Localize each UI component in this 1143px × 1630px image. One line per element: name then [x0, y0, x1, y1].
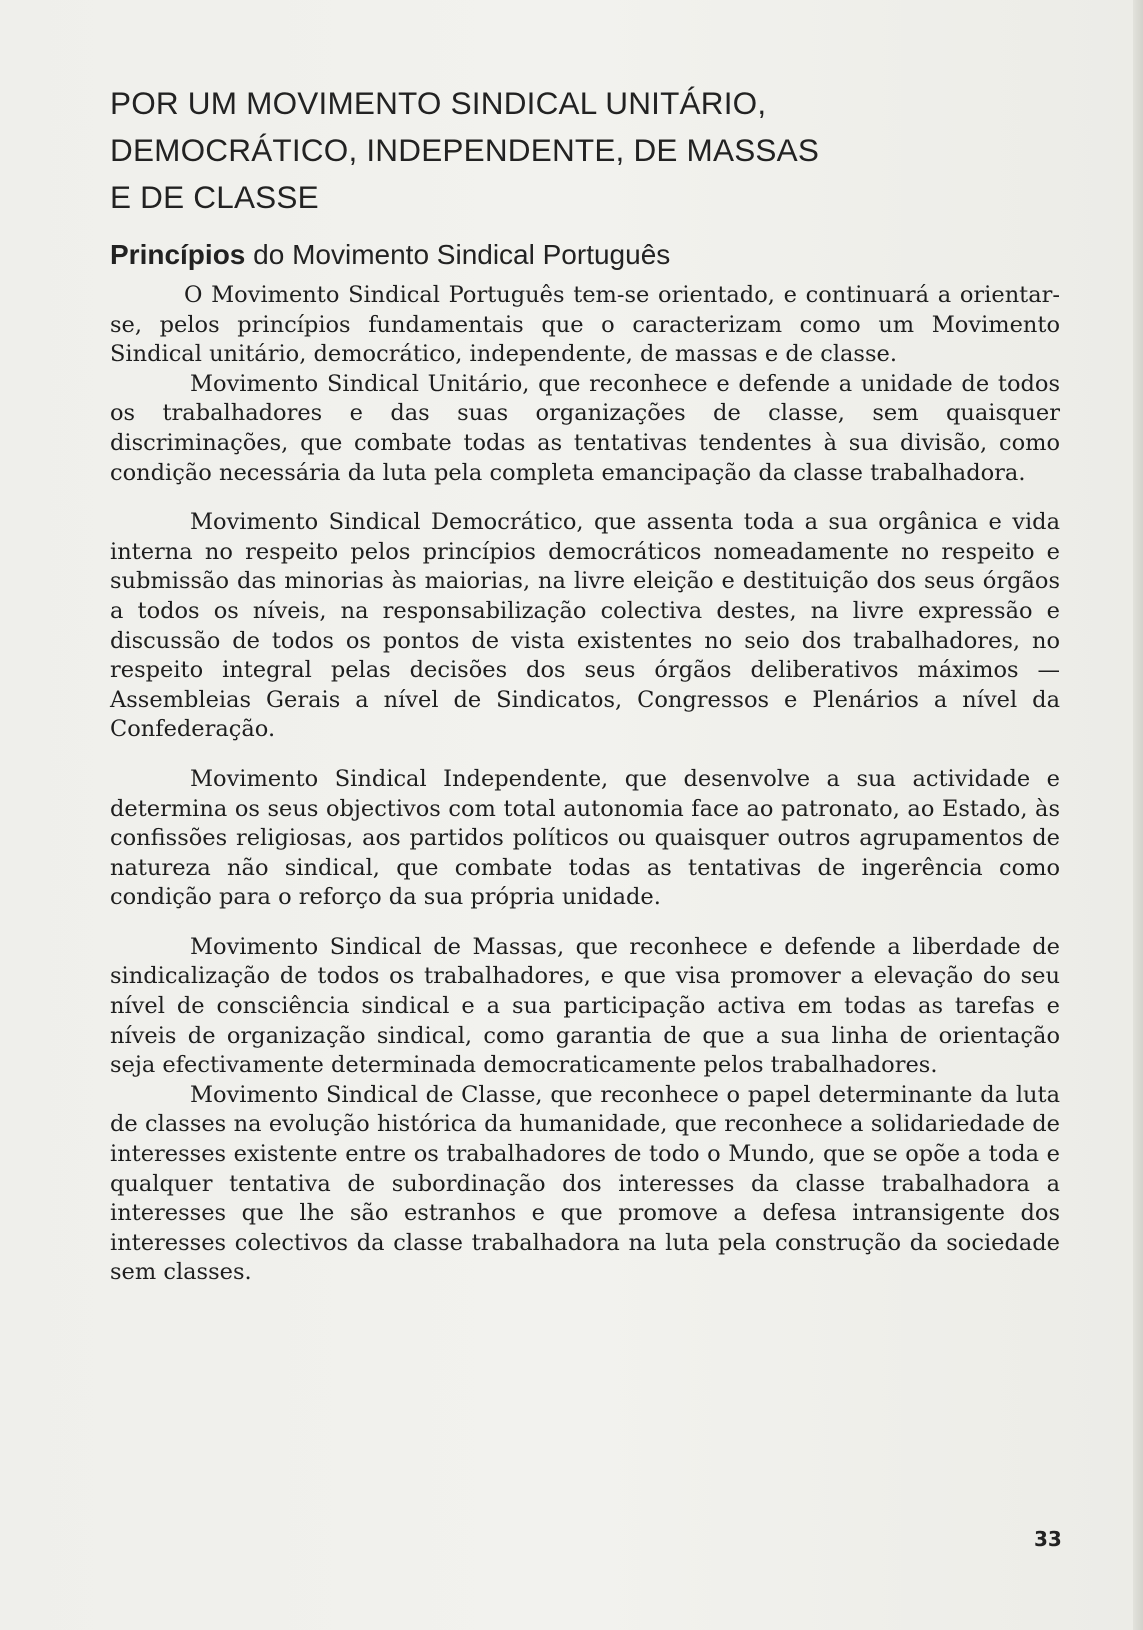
page-title — [110, 80, 1060, 221]
paragraph-massas: Movimento Sindical de Massas, que reconhece e defende a liberdade de sindicalização de todos os trabalhadores, e que visa promover a elevação do seu nível de consciência sindical e a sua participação activa em todas as tarefas e níveis de organização sindical, como garantia de que a sua linha de orientação seja efectivamente determinada democraticamente pelos trabalhadores. — [110, 933, 1060, 1079]
page-spine-edge — [1133, 0, 1143, 1630]
title-line-1: POR UM MOVIMENTO SINDICAL UNITÁRIO, — [110, 85, 767, 121]
title-line-2: DEMOCRÁTICO, INDEPENDENTE, DE MASSAS — [110, 132, 820, 168]
section-heading-rest: do Movimento Sindical Português — [245, 239, 671, 270]
paragraph-democratico: Movimento Sindical Democrático, que assenta toda a sua orgânica e vida interna no respeito pelos princípios democráticos nomeadamente no respeito e submissão das minorias às maiorias, na livre eleição e destituição dos seus órgãos a todos os níveis, na responsabilização colectiva destes, na livre expressão e discussão de todos os pontos de vista existentes no seio dos trabalhadores, no respeito integral pelas decisões dos seus órgãos deliberativos máximos — Assembleias Gerais a nível de Sindicatos, Congressos e Plenários a nível da Confederação. — [110, 509, 1060, 743]
page-number: 33 — [1034, 1527, 1062, 1551]
page-content — [110, 80, 1060, 1288]
paragraph-classe: Movimento Sindical de Classe, que reconhece o papel determinante da luta de classes na evolução histórica da humanidade, que reconhece a solidariedade de interesses existente entre os trabalhadores de todo o Mundo, que se opõe a toda e qualquer tentativa de subordinação dos interesses da classe trabalhadora a interesses que lhe são estranhos e que promove a defesa intransigente dos interesses colectivos da classe trabalhadora na luta pela construção da sociedade sem classes. — [110, 1081, 1060, 1286]
paragraph-unitario: Movimento Sindical Unitário, que reconhece e defende a unidade de todos os trabalhadores e das suas organizações de classe, sem quaisquer discriminações, que combate todas as tentativas tendentes à sua divisão, como condição necessária da luta pela completa emancipação da classe trabalhadora. — [110, 370, 1060, 486]
paragraph-intro: O Movimento Sindical Português tem-se orientado, e continuará a orientar-se, pelos princípios fundamentais que o caracterizam como um Movimento Sindical unitário, democrático, independente, de massas e de classe. — [110, 282, 1060, 368]
paragraph-independente: Movimento Sindical Independente, que desenvolve a sua actividade e determina os seus objectivos com total autonomia face ao patronato, ao Estado, às confissões religiosas, aos partidos políticos ou quaisquer outros agrupamentos de natureza não sindical, que combate todas as tentativas de ingerência como condição para o reforço da sua própria unidade. — [110, 765, 1060, 911]
section-heading — [110, 237, 1060, 273]
title-line-3: E DE CLASSE — [110, 179, 319, 215]
section-heading-bold: Princípios — [110, 239, 246, 270]
